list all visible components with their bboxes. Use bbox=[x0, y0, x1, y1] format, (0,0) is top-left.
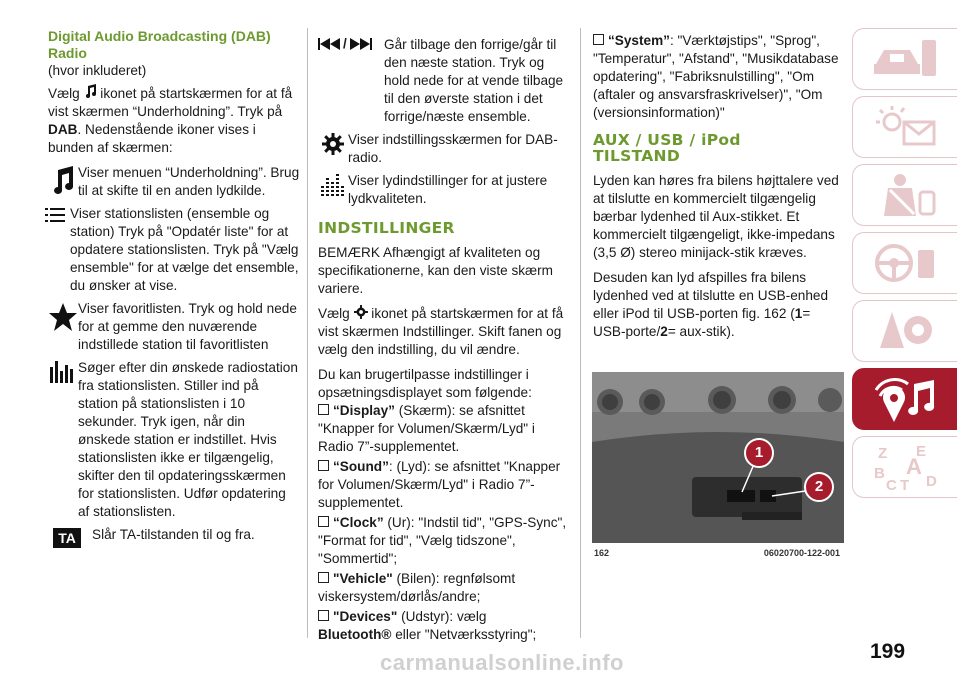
section-title-line2: Radio bbox=[48, 45, 87, 61]
svg-text:B: B bbox=[874, 465, 885, 482]
item-text: Viser menuen “Underholdning”. Brug til at skifte til en anden lydkilde. bbox=[78, 165, 300, 198]
item-text: Søger efter din ønskede radiostation fra stationslisten. Stiller ind på station på stationslisten i 10 sekunder. Tryk igen, når din ønskede station er indstillet. Hvis stationslisten ikke er tilgængelig, skifter den til opdateringsskærmen for stationslisten. Udfør opdatering af stationslisten. bbox=[78, 360, 298, 519]
list-item-devices: "Devices" (Udstyr): vælg Bluetooth® eller "Netværksstyring"; bbox=[318, 609, 537, 642]
item-text: Viser lydindstillinger for at justere lydkvaliteten. bbox=[348, 173, 548, 206]
tab-emergency[interactable] bbox=[852, 300, 957, 362]
usb-paragraph: Desuden kan lyd afspilles fra bilens lydenhed ved at tilslutte en USB-enhed eller iPod til USB-porten fig. 162 (1= USB-porte/2= aux-stik). bbox=[593, 270, 829, 339]
column-divider bbox=[580, 28, 581, 638]
steering-icon bbox=[870, 240, 940, 286]
chapter-tabs bbox=[852, 28, 960, 504]
item-text: Viser favoritlisten. Tryk og hold nede for at gemme den nuværende indstillede station til favoritlisten bbox=[78, 301, 297, 352]
heading-aux: AUX / USB / iPod TILSTAND bbox=[593, 131, 741, 165]
figure-number: 162 bbox=[594, 548, 610, 558]
gear-icon bbox=[318, 131, 348, 155]
item-text: Går tilbage den forrige/går til den næste station. Tryk og hold nede for at vende tilbage til den øverste station i det forrige/næste ensemble. bbox=[384, 37, 564, 124]
section-subtitle: (hvor inkluderet) bbox=[48, 63, 147, 78]
list-item-vehicle: "Vehicle" (Bilen): regnfølsomt viskersystem/dørlås/andre; bbox=[318, 571, 516, 604]
checkbox-icon bbox=[318, 404, 329, 415]
car-info-icon bbox=[870, 36, 940, 82]
tab-safety[interactable] bbox=[852, 164, 957, 226]
equalizer-icon bbox=[318, 172, 348, 196]
checkbox-icon bbox=[318, 610, 329, 621]
tab-index[interactable] bbox=[852, 436, 957, 498]
figure-162-photo bbox=[592, 372, 844, 543]
checkbox-icon bbox=[318, 460, 329, 471]
callout-2: 2 bbox=[804, 472, 834, 502]
column-divider bbox=[307, 28, 308, 638]
column-1 bbox=[48, 28, 300, 553]
item-sound-settings bbox=[318, 172, 568, 208]
next-icon bbox=[350, 38, 372, 50]
aux-paragraph: Lyden kan høres fra bilens højttalere ved at tilslutte en kommercielt tilgængelig bærbar lydenhed til Aux-stikket. Et kommercielt tilgængeligt, ikke-impedans (3,5 Ø) stereo minijack-stik kræves. bbox=[593, 173, 839, 260]
figure-code: 06020700-122-001 bbox=[763, 548, 840, 558]
checkbox-icon bbox=[318, 572, 329, 583]
watermark: carmanualsonline.info bbox=[380, 650, 624, 675]
item-text: Viser stationslisten (ensemble og station) Tryk på "Opdatér liste" for at opdatere stationslisten. Tryk på "Vælg ensemble" for at vælge det ensemble, du ønsker at vise. bbox=[70, 206, 299, 293]
item-text: Slår TA-tilstanden til og fra. bbox=[92, 527, 255, 542]
scan-icon bbox=[48, 359, 78, 383]
item-text: Viser indstillingsskærmen for DAB-radio. bbox=[348, 132, 558, 165]
checkbox-icon bbox=[593, 34, 604, 45]
checkbox-icon bbox=[318, 516, 329, 527]
svg-text:T: T bbox=[900, 477, 910, 492]
star-icon bbox=[48, 300, 78, 332]
svg-text:E: E bbox=[916, 443, 927, 460]
item-dab-settings bbox=[318, 131, 568, 167]
music-note-icon bbox=[48, 164, 78, 194]
column-2 bbox=[318, 36, 568, 646]
svg-text:D: D bbox=[926, 473, 937, 490]
tab-warning-lights[interactable] bbox=[852, 96, 957, 158]
tab-multimedia[interactable] bbox=[852, 368, 957, 430]
item-ta bbox=[48, 526, 300, 548]
index-letter: Z bbox=[878, 445, 888, 462]
gear-icon bbox=[354, 306, 368, 321]
tab-car-info[interactable] bbox=[852, 28, 957, 90]
callout-1: 1 bbox=[744, 438, 774, 468]
item-entertainment bbox=[48, 164, 300, 200]
item-favorites bbox=[48, 300, 300, 354]
skip-icons: / bbox=[318, 36, 384, 50]
item-scan bbox=[48, 359, 300, 521]
customize-paragraph: Du kan brugertilpasse indstillinger i opsætningsdisplayet som følgende: bbox=[318, 367, 532, 400]
item-skip bbox=[318, 36, 568, 126]
seat-belt-icon bbox=[870, 172, 940, 218]
previous-icon bbox=[318, 38, 340, 50]
list-item-system: “System”: "Værktøjstips", "Sprog", "Temperatur", "Afstand", "Musikdatabase opdatering", "Fabriksnulstilling", "Om (aftaler og ansvarsfraskrivelser)", "Om (versionsinformation)" bbox=[593, 33, 839, 120]
section-title: Digital Audio Broadcasting (DAB) bbox=[48, 28, 271, 44]
list-item-clock: “Clock” (Ur): "Indstil tid", "GPS-Sync", "Format for tid", "Vælg tidszone", "Sommertid"; bbox=[318, 515, 567, 566]
ta-icon: TA bbox=[48, 526, 86, 548]
svg-text:C: C bbox=[886, 477, 897, 492]
heading-settings: INDSTILLINGER bbox=[318, 219, 455, 237]
page-number: 199 bbox=[870, 640, 906, 663]
list-icon bbox=[40, 205, 70, 223]
tab-driving[interactable] bbox=[852, 232, 957, 294]
warning-light-icon bbox=[870, 104, 940, 150]
index-icon bbox=[870, 442, 940, 492]
dab-label: DAB bbox=[48, 122, 78, 137]
list-item-display: “Display” (Skærm): se afsnittet "Knapper for Volumen/Skærm/Lyd" i Radio 7”-supplementet. bbox=[318, 403, 535, 454]
multimedia-icon bbox=[870, 376, 940, 422]
svg-text:A: A bbox=[906, 454, 922, 479]
settings-paragraph: Vælg ikonet på startskærmen for at få vist skærmen Indstillinger. Skift fanen og vælg den indstilling, du vil ændre. bbox=[318, 306, 564, 357]
item-station-list bbox=[40, 205, 300, 295]
intro-paragraph: Vælg ikonet på startskærmen for at få vist skærmen “Underholdning”. Tryk på DAB. Nedenstående ikoner vises i bunden af skærmen: bbox=[48, 86, 293, 155]
tool-icon bbox=[870, 308, 940, 354]
note-paragraph: BEMÆRK Afhængigt af kvaliteten og specifikationerne, kan den viste skærm variere. bbox=[318, 245, 553, 296]
music-note-icon bbox=[84, 86, 97, 101]
column-3 bbox=[593, 28, 843, 348]
list-item-sound: “Sound”: (Lyd): se afsnittet "Knapper for Volumen/Skærm/Lyd" i Radio 7”-supplementet. bbox=[318, 459, 561, 510]
